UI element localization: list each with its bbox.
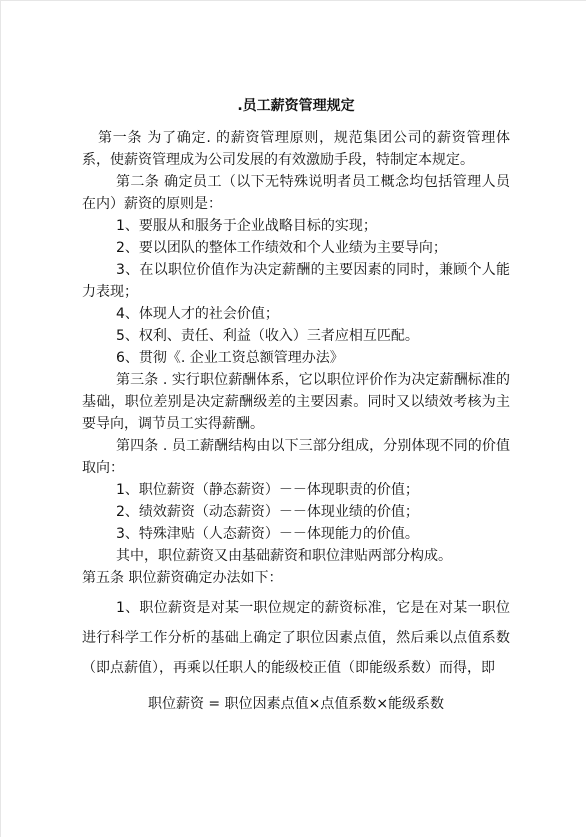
list-item: 2、绩效薪资（动态薪资）－－体现业绩的价值； [116, 504, 419, 520]
article-1: 第一条 为了确定. 的薪资管理原则，规范集团公司的薪资管理体系，使薪资管理成为公司发展的有效激励手段，特制定本规定。 [82, 130, 510, 168]
article-2: 第二条 确定员工（以下无特殊说明者员工概念均包括管理人员在内）薪资的原则是： [82, 174, 510, 212]
list-item: 6、贯彻《. 企业工资总额管理办法》 [116, 350, 344, 366]
note-paragraph: 其中，职位薪资又由基础薪资和职位津贴两部分构成。 [116, 548, 452, 564]
list-item: 1、职位薪资是对某一职位规定的薪资标准，它是在对某一职位进行科学工作分析的基础上确定了职位因素点值，然后乘以点值系数（即点薪值），再乘以任职人的能级校正值（即能级系数）而得，即 [82, 600, 510, 676]
list-item: 4、体现人才的社会价值； [116, 306, 279, 322]
article-5: 第五条 职位薪资确定办法如下： [82, 570, 283, 586]
list-item: 2、要以团队的整体工作绩效和个人业绩为主要导向； [116, 240, 447, 256]
document-title: .员工薪资管理规定 [237, 98, 355, 114]
list-item: 5、权利、责任、利益（收入）三者应相互匹配。 [116, 328, 419, 344]
list-item: 3、特殊津贴（人态薪资）－－体现能力的价值。 [116, 526, 419, 542]
page-edge-left [0, 0, 1, 837]
list-item: 1、职位薪资（静态薪资）－－体现职责的价值； [116, 482, 419, 498]
article-3: 第三条 . 实行职位薪酬体系，它以职位评价作为决定薪酬标准的基础，职位差别是决定薪酬级差的主要因素。同时又以绩效考核为主要导向，调节员工实得薪酬。 [82, 372, 510, 432]
list-item: 1、要服从和服务于企业战略目标的实现； [116, 218, 377, 234]
list-item: 3、在以职位价值作为决定薪酬的主要因素的同时，兼顾个人能力表现； [82, 262, 510, 300]
salary-formula: 职位薪资 = 职位因素点值×点值系数×能级系数 [147, 696, 445, 712]
page-edge-top [0, 0, 586, 1]
article-4: 第四条 . 员工薪酬结构由以下三部分组成，分别体现不同的价值取向： [82, 438, 510, 476]
document-body [82, 95, 510, 715]
